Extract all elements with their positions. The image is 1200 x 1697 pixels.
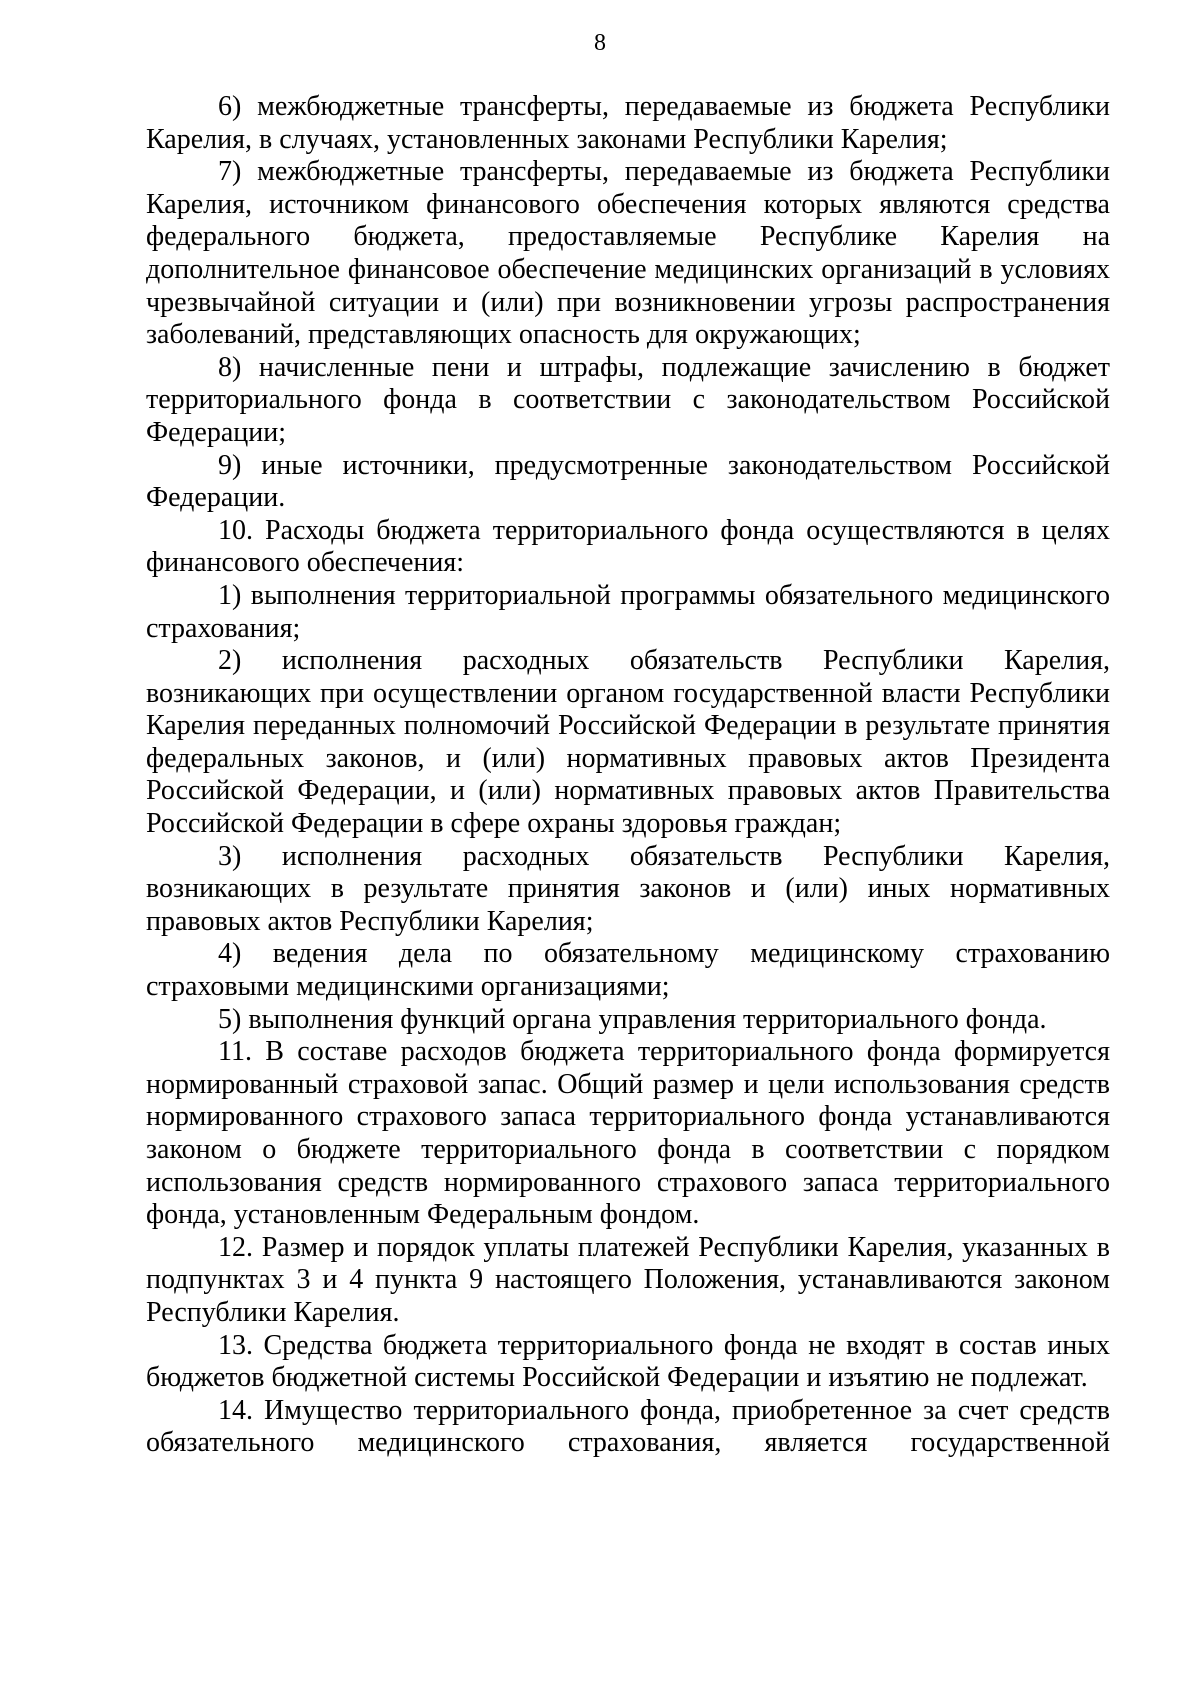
paragraph-item-8: 8) начисленные пени и штрафы, подлежащие зачислению в бюджет территориального фонда в соответствии с законодательством Российской Федерации; [146, 351, 1110, 448]
paragraph-clause-14: 14. Имущество территориального фонда, приобретенное за счет средств обязательного медицинского страхования, является государственной [146, 1394, 1110, 1459]
paragraph-clause-11: 11. В составе расходов бюджета территориального фонда формируется нормированный страховой запас. Общий размер и цели использования средств нормированного страхового запаса территориального фонда устанавливаются законом о бюджете территориального фонда в соответствии с порядком использования средств нормированного страхового запаса территориального фонда, установленным Федеральным фондом. [146, 1036, 1110, 1231]
paragraph-clause-10-item-4: 4) ведения дела по обязательному медицинскому страхованию страховыми медицинскими организациями; [146, 938, 1110, 1003]
paragraph-clause-10-item-2: 2) исполнения расходных обязательств Республики Карелия, возникающих при осуществлении органом государственной власти Республики Карелия переданных полномочий Российской Федерации в результате принятия федеральных законов, и (или) нормативных правовых актов Президента Российской Федерации, и (или) нормативных правовых актов Правительства Российской Федерации в сфере охраны здоровья граждан; [146, 645, 1110, 840]
paragraph-clause-10-item-3: 3) исполнения расходных обязательств Республики Карелия, возникающих в результате принятия законов и (или) иных нормативных правовых актов Республики Карелия; [146, 840, 1110, 937]
paragraph-clause-10-item-5: 5) выполнения функций органа управления территориального фонда. [218, 1003, 1047, 1035]
paragraph-item-9: 9) иные источники, предусмотренные законодательством Российской Федерации. [146, 449, 1110, 514]
paragraph-clause-10-item-1: 1) выполнения территориальной программы обязательного медицинского страхования; [146, 579, 1110, 644]
paragraph-clause-10: 10. Расходы бюджета территориального фонда осуществляются в целях финансового обеспечения: [146, 514, 1110, 579]
document-body [146, 91, 1110, 1460]
paragraph-item-7: 7) межбюджетные трансферты, передаваемые из бюджета Республики Карелия, источником финансового обеспечения которых являются средства федерального бюджета, предоставляемые Республике Карелия на дополнительное финансовое обеспечение медицинских организаций в условиях чрезвычайной ситуации и (или) при возникновении угрозы распространения заболеваний, представляющих опасность для окружающих; [146, 156, 1110, 351]
paragraph-clause-13: 13. Средства бюджета территориального фонда не входят в состав иных бюджетов бюджетной системы Российской Федерации и изъятию не подлежат. [146, 1329, 1110, 1394]
paragraph-clause-12: 12. Размер и порядок уплаты платежей Республики Карелия, указанных в подпунктах 3 и 4 пункта 9 настоящего Положения, устанавливаются законом Республики Карелия. [146, 1231, 1110, 1328]
paragraph-item-6: 6) межбюджетные трансферты, передаваемые из бюджета Республики Карелия, в случаях, установленных законами Республики Карелия; [146, 91, 1110, 155]
page-number: 8 [594, 30, 606, 56]
